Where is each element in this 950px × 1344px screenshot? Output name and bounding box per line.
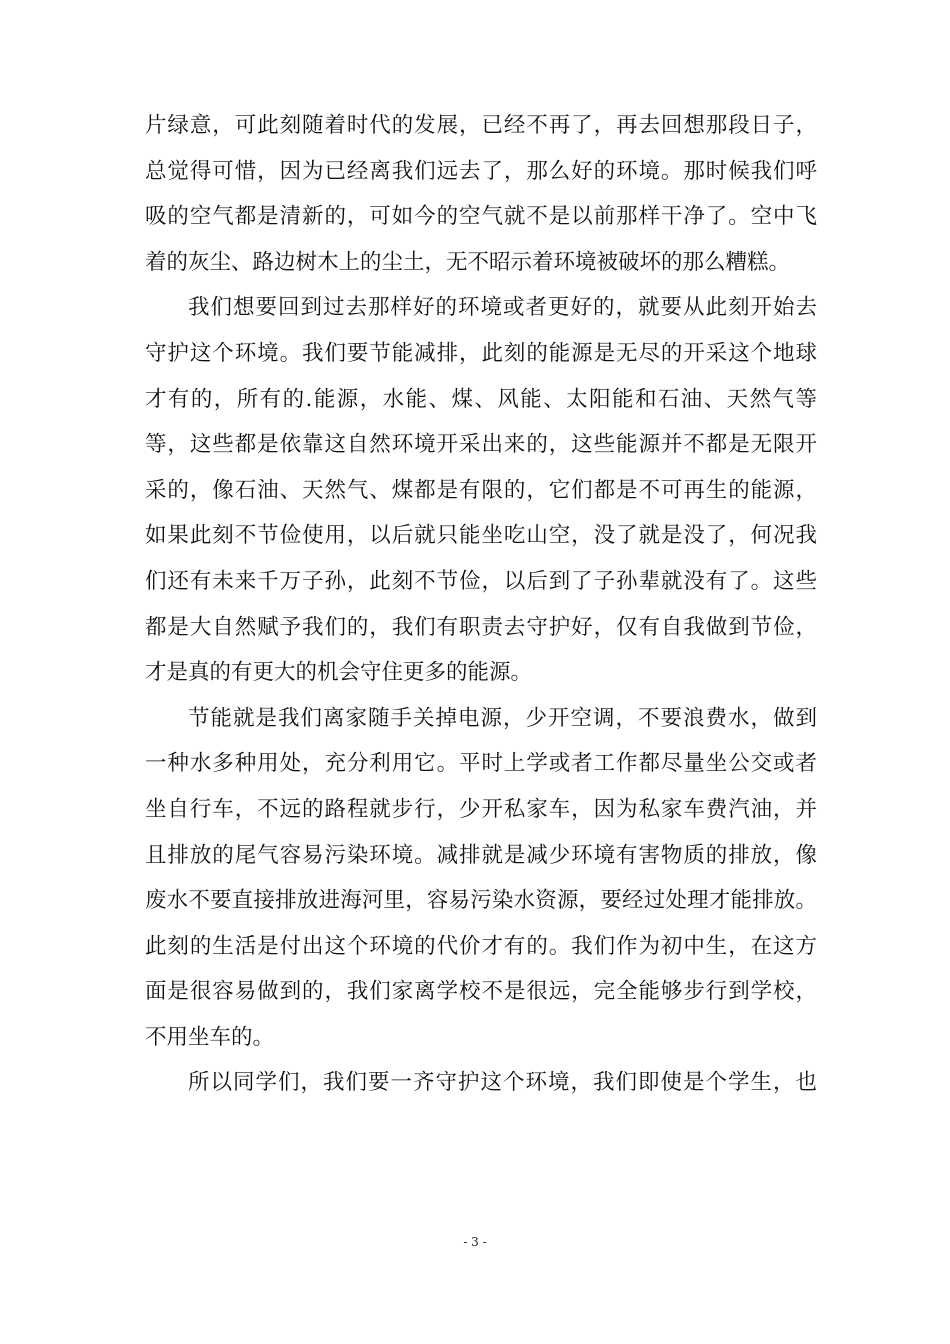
paragraph-first-line: 我们想要回到过去那样好的环境或者更好的，就要从此刻开始去 (188, 295, 817, 321)
text-line: 总觉得可惜，因为已经离我们远去了，那么好的环境。那时候我们呼 (145, 158, 817, 184)
body-text (145, 103, 817, 1106)
text-line: 面是很容易做到的，我们家离学校不是很远，完全能够步行到学校， (145, 979, 817, 1005)
text-line: 都是大自然赋予我们的，我们有职责去守护好，仅有自我做到节俭， (145, 614, 817, 640)
text-line: 采的，像石油、天然气、煤都是有限的，它们都是不可再生的能源， (145, 477, 817, 503)
text-line: 吸的空气都是清新的，可如今的空气就不是以前那样干净了。空中飞 (145, 204, 817, 230)
text-line: 此刻的生活是付出这个环境的代价才有的。我们作为初中生，在这方 (145, 933, 817, 959)
text-line: 不用坐车的。 (145, 1024, 275, 1050)
text-line: 片绿意，可此刻随着时代的发展，已经不再了，再去回想那段日子， (145, 113, 817, 138)
text-line: 才是真的有更大的机会守住更多的能源。 (145, 660, 533, 686)
text-line: 一种水多种用处，充分利用它。平时上学或者工作都尽量坐公交或者 (145, 751, 817, 777)
page-number: - 3 - (463, 1235, 487, 1249)
text-line: 如果此刻不节俭使用，以后就只能坐吃山空，没了就是没了，何况我 (145, 523, 817, 549)
text-line: 且排放的尾气容易污染环境。减排就是减少环境有害物质的排放，像 (145, 842, 817, 868)
text-line: 才有的，所有的.能源，水能、煤、风能、太阳能和石油、天然气等 (145, 386, 817, 412)
text-line: 废水不要直接排放进海河里，容易污染水资源，要经过处理才能排放。 (145, 888, 817, 914)
text-line: 们还有未来千万子孙，此刻不节俭，以后到了子孙辈就没有了。这些 (145, 568, 817, 594)
text-line: 坐自行车，不远的路程就步行，少开私家车，因为私家车费汽油，并 (145, 796, 817, 822)
text-line: 等，这些都是依靠这自然环境开采出来的，这些能源并不都是无限开 (145, 432, 817, 458)
paragraph-first-line: 节能就是我们离家随手关掉电源，少开空调，不要浪费水，做到 (188, 705, 817, 731)
text-line: 着的灰尘、路边树木上的尘土，无不昭示着环境被破坏的那么糟糕。 (145, 249, 791, 275)
paragraph-first-line: 所以同学们，我们要一齐守护这个环境，我们即使是个学生，也 (188, 1070, 817, 1096)
text-line: 守护这个环境。我们要节能减排，此刻的能源是无尽的开采这个地球 (145, 340, 817, 366)
